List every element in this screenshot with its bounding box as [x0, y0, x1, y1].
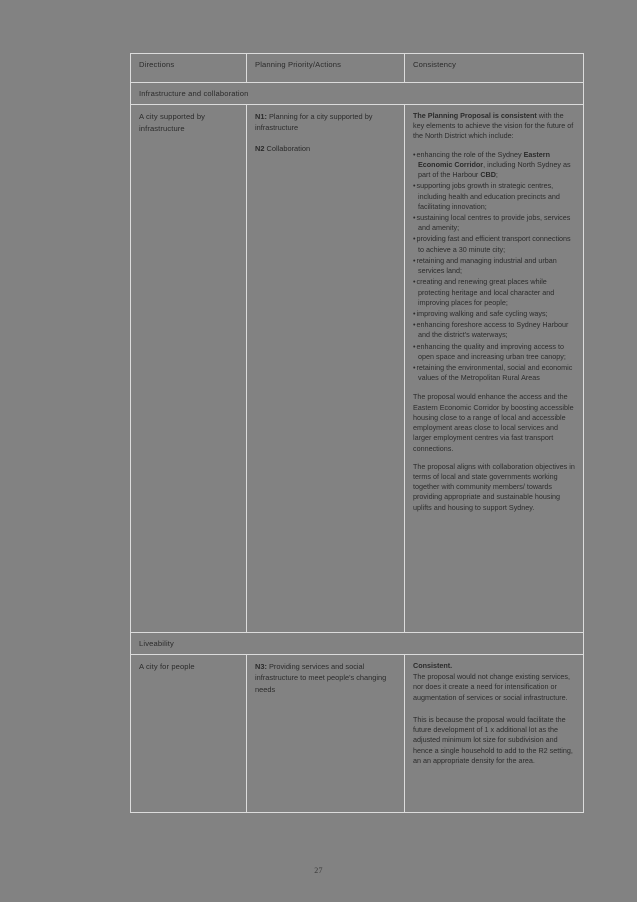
table-header-row: [131, 54, 584, 83]
list-item: • retaining and managing industrial and urban services land;: [413, 256, 576, 276]
priority-actions-infrastructure: [247, 105, 405, 633]
consistency-assessment-infrastructure: [405, 105, 584, 633]
consistency-paragraph-access: The proposal would enhance the access and the Eastern Economic Corridor by boosting accessible housing close to a range of local and accessible employment areas close to local services and larger employment centres via fast transport connections.: [413, 392, 574, 453]
direction-label-city-supported-by-infrastructure: A city supported by infrastructure: [131, 105, 247, 633]
list-item: • enhancing the role of the Sydney Eastern Economic Corridor, including North Sydney as part of the Harbour CBD;: [413, 150, 576, 181]
table-row-liveability: [131, 655, 584, 813]
column-header-planning-priority-actions: Planning Priority/Actions: [247, 54, 405, 83]
consistency-paragraph-collaboration: The proposal aligns with collaboration objectives in terms of local and state governments working together with community members/ towards providing appropriate and sustainable housing uplifts and housing to support Sydney.: [413, 461, 575, 512]
priority-actions-liveability: [247, 655, 405, 813]
section-band-label-infrastructure: Infrastructure and collaboration: [131, 83, 584, 105]
assessment-table: [130, 53, 584, 813]
list-item: • sustaining local centres to provide jobs, services and amenity;: [413, 213, 576, 233]
direction-label-city-for-people: A city for people: [131, 655, 247, 813]
list-item: • enhancing foreshore access to Sydney Harbour and the district's waterways;: [413, 320, 576, 340]
list-item: • providing fast and efficient transport connections to achieve a 30 minute city;: [413, 234, 576, 254]
list-item: • creating and renewing great places while protecting heritage and local character and improving places for people;: [413, 277, 576, 308]
list-item: • enhancing the quality and improving access to open space and increasing urban tree canopy;: [413, 342, 576, 362]
list-item: • supporting jobs growth in strategic centres, including health and education precincts and facilitating innovation;: [413, 181, 576, 212]
status-badge: Consistent.: [413, 661, 453, 670]
priority-item-n1: N1: Planning for a city supported by infrastructure: [255, 112, 373, 133]
consistency-assessment-liveability: [405, 655, 584, 813]
list-item: • improving walking and safe cycling ways;: [413, 309, 576, 319]
list-item: • retaining the environmental, social and economic values of the Metropolitan Rural Areas: [413, 363, 576, 383]
section-band-label-liveability: Liveability: [131, 633, 584, 655]
section-band-row-infrastructure: [131, 83, 584, 105]
consistency-lead-statement: The Planning Proposal is consistent with the key elements to achieve the vision for the future of the North District which include:: [413, 111, 574, 141]
priority-item-n2: N2 Collaboration: [255, 143, 311, 153]
column-header-consistency: Consistency: [405, 54, 584, 83]
consistency-paragraph-reasoning: This is because the proposal would facilitate the future development of 1 x additional lot as the adjusted minimum lot size for subdivision and hence a single household to add to the R2 setting, an an appropriate density for the area.: [413, 714, 573, 765]
column-header-directions: Directions: [131, 54, 247, 83]
section-band-row-liveability: [131, 633, 584, 655]
page-number: 27: [314, 866, 323, 875]
consistency-bullet-list: [413, 150, 576, 384]
table-row-infrastructure: [131, 105, 584, 633]
priority-item-n3: N3: Providing services and social infrastructure to meet people's changing needs: [255, 662, 387, 694]
consistency-verdict-block: Consistent. The proposal would not change existing services, nor does it create a need for intensification or augmentation of services or social infrastructure.: [413, 661, 576, 703]
